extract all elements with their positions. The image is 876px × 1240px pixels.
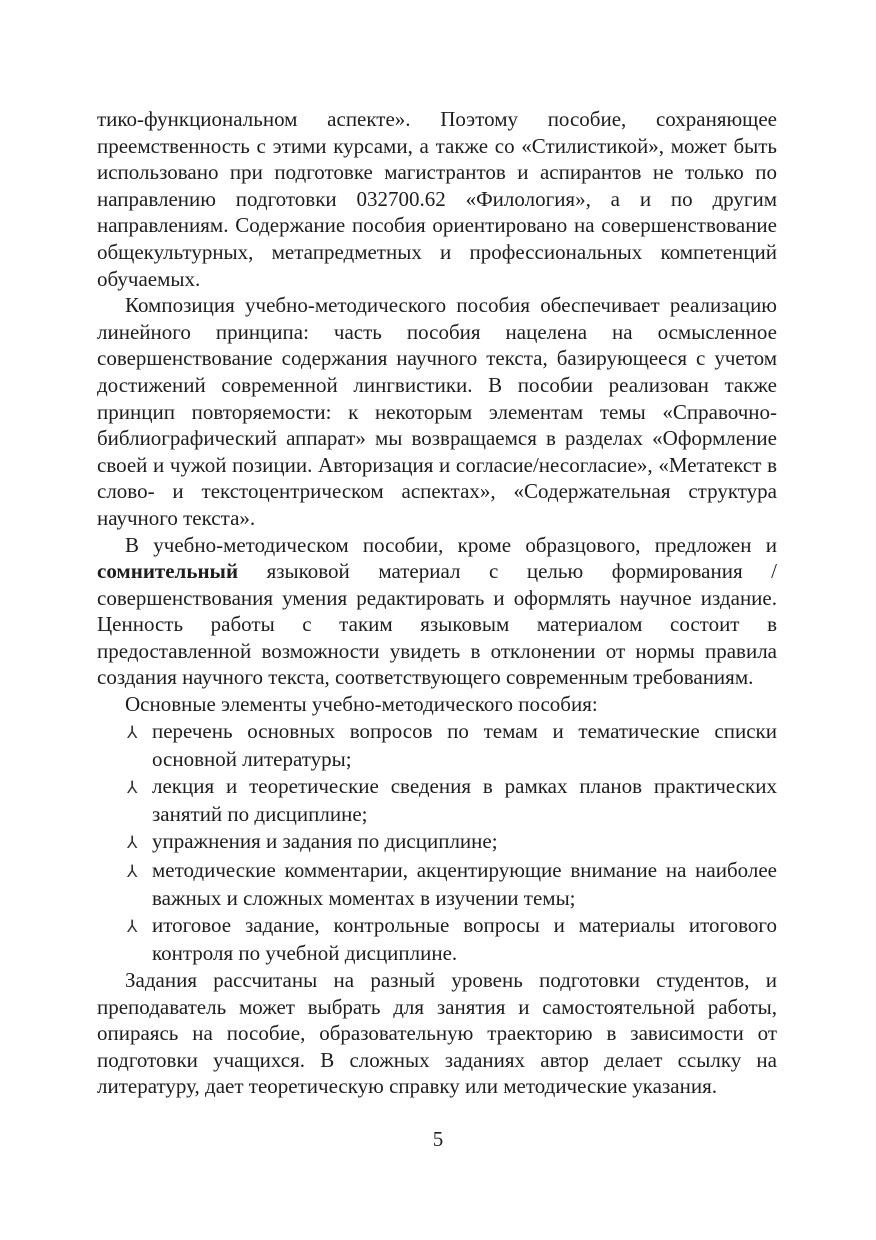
elements-list — [97, 718, 777, 967]
paragraph-3-start: В учебно-методическом пособии, кроме образцового, предложен и — [125, 532, 777, 557]
bullet-icon: ⅄ — [127, 861, 138, 881]
list-item — [97, 828, 777, 857]
bold-term: сомнительный — [97, 559, 239, 584]
paragraph-3-end: языковой материал с целью формирования / совершенствования умения редактировать и оформлять научное издание. Ценность работы с таким языковым материалом состоит в предоставленной возможности увидеть в отклонении от нормы правила создания научного текста, соответствующего современным требованиям. — [97, 559, 777, 690]
bullet-icon: ⅄ — [127, 722, 138, 742]
list-item-text: перечень основных вопросов по темам и тематические списки основной литературы; — [152, 718, 777, 772]
list-intro: Основные элементы учебно-методического пособия: — [125, 692, 598, 717]
list-item — [97, 773, 777, 828]
document-page — [97, 106, 777, 1100]
bullet-icon: ⅄ — [127, 777, 138, 797]
paragraph-tasks: Задания рассчитаны на разный уровень подготовки студентов, и преподаватель может выбрать для занятия и самостоятельной работы, опираясь на пособие, образовательную траекторию в зависимости от подготовки учащихся. В сложных заданиях автор делает ссылку на литературу, дает теоретическую справку или методические указания. — [97, 968, 777, 1099]
list-item — [97, 857, 777, 912]
paragraph-language-material — [97, 532, 777, 692]
list-item-text: методические комментарии, акцентирующие внимание на наиболее важных и сложных моментах в изучении темы; — [152, 857, 777, 911]
bullet-icon: ⅄ — [127, 916, 138, 936]
list-item — [97, 912, 777, 967]
page-number: 5 — [432, 1127, 444, 1151]
list-item-text: упражнения и задания по дисциплине; — [152, 829, 498, 854]
bullet-icon: ⅄ — [127, 833, 138, 853]
list-item-text: итоговое задание, контрольные вопросы и материалы итогового контроля по учебной дисциплине. — [152, 912, 777, 966]
list-item — [97, 718, 777, 773]
list-item-text: лекция и теоретические сведения в рамках планов практических занятий по дисциплине; — [152, 773, 777, 827]
paragraph-continuation: тико-функциональном аспекте». Поэтому пособие, сохраняющее преемственность с этими курсами, а также со «Стилистикой», может быть использовано при подготовке магистрантов и аспирантов не только по направлению подготовки 032700.62 «Филология», а и по другим направлениям. Содержание пособия ориентировано на совершенствование общекультурных, метапредметных и профессиональных компетенций обучаемых. — [97, 107, 777, 291]
paragraph-composition: Композиция учебно-методического пособия обеспечивает реализацию линейного принципа: часть пособия нацелена на осмысленное совершенствование содержания научного текста, базирующееся с учетом достижений современной лингвистики. В пособии реализован также принцип повторяемости: к некоторым элементам темы «Справочно-библиографический аппарат» мы возвращаемся в разделах «Оформление своей и чужой позиции. Авторизация и согласие/несогласие», «Метатекст в слово- и текстоцентрическом аспектах», «Содержательная структура научного текста». — [97, 293, 777, 530]
